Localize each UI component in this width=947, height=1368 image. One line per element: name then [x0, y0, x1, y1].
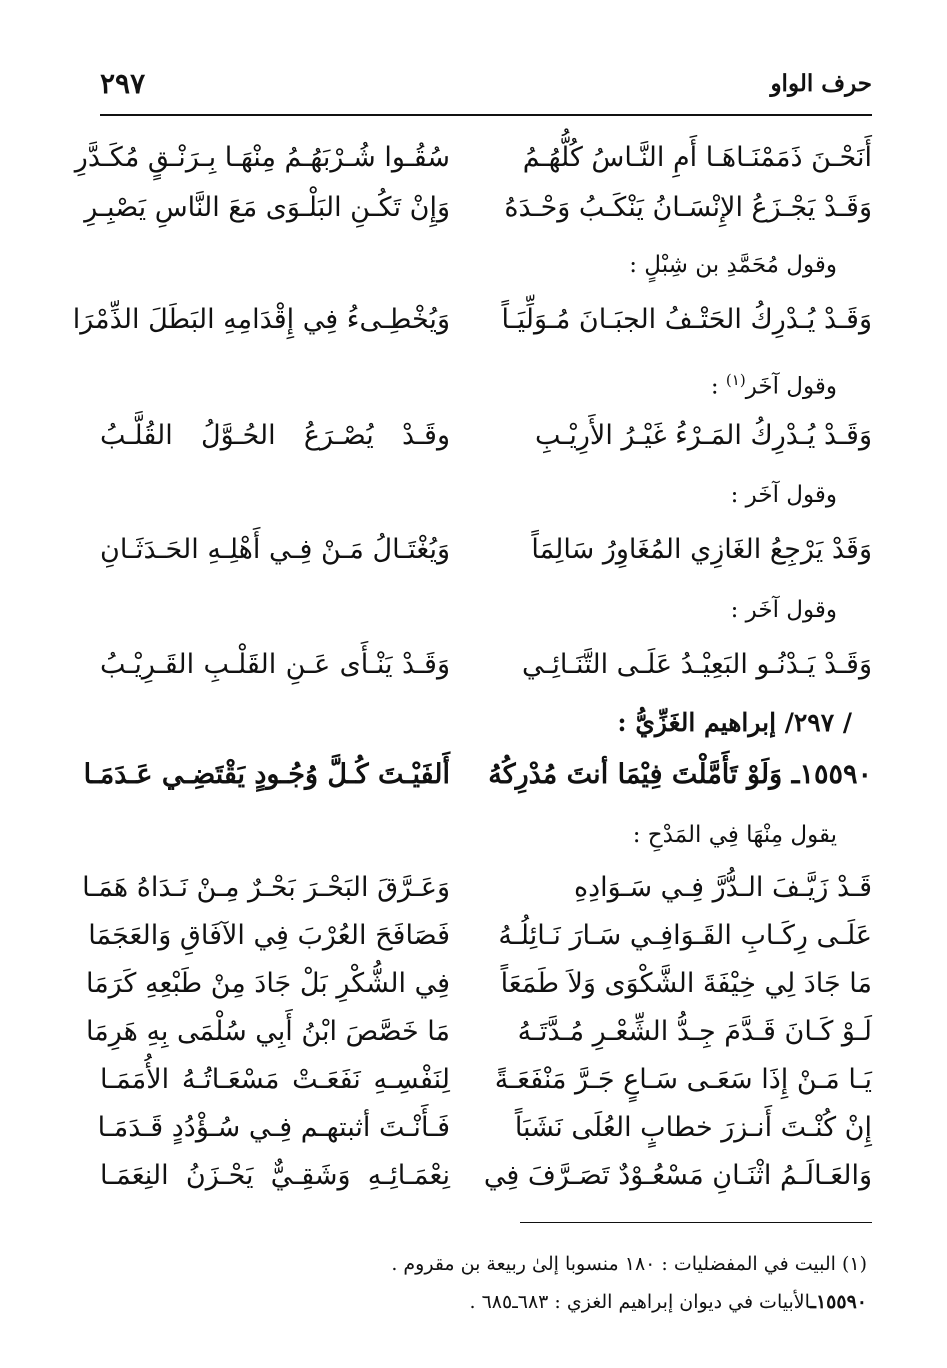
verse-second-hemistich: مَا خَصَّصَ ابْنُ أَبِي سُلْمَى بِهِ هَرِمَا	[86, 1016, 450, 1047]
citation-intro-colon: :	[710, 373, 726, 400]
verse-first-hemistich: وَالعَـالَـمُ اثْنَـانِ مَسْعُـوْدٌ تَصَـرَّفَ فِي	[483, 1160, 872, 1191]
citation-intro: وقول آخَر :	[730, 597, 837, 623]
verse-first-hemistich: لَـوْ كَـانَ قَـدَّمَ جِـدُّ الشِّعْـرِ مُـدَّتَـهُ	[517, 1016, 872, 1047]
verse-first-hemistich: وَقَدْ يَرْجِعُ الغَازِي المُغَاوِرُ سَالِمَاً	[531, 534, 872, 565]
citation-intro: يقول مِنْهَا فِي المَدْحِ :	[632, 822, 837, 848]
section-heading: / ٢٩٧/ إبراهيم الغَزِّيُّ :	[617, 708, 852, 737]
verse-first-hemistich: وَقَـدْ يَجْـزَعُ الإِنْسَـانُ يَنْكَـبُ وَحْـدَهُ	[504, 192, 872, 223]
page-number: ٢٩٧	[100, 66, 146, 100]
footnote-rule	[520, 1222, 872, 1223]
verse-first-hemistich: إِنْ كُنْـتَ أَنـزرَ خطابٍ العُلَى نَشَبَاً	[514, 1112, 872, 1143]
verse-line	[72, 292, 872, 348]
verse-first-hemistich: مَا جَادَ لِي خِيْفَةَ الشَّكْوَى وَلاَ طَمَعَاً	[500, 968, 872, 999]
verse-second-hemistich: لِنَفْسِـهِ نَفَعَـتْ مَسْعَـاتُـهُ الأُمَمَـا	[100, 1064, 450, 1095]
verse-line	[100, 637, 872, 693]
verse-second-hemistich: وَإِنْ تَكُـنِ البَلْـوَى مَعَ النَّاسِ يَصْبِـرِ	[84, 192, 450, 223]
verse-first-hemistich: وَقَـدْ يُـدْرِكُ المَـرْءُ غَيْـرُ الأَرِيْـبِ	[534, 420, 872, 451]
verse-second-hemistich: سُقُـوا شُـرْبَهُـمُ مِنْهَـا بِـرَنْـقٍ مُكَـدَّرِ	[74, 142, 450, 173]
verse-second-hemistich: وَيُغْتَـالُ مَـنْ فِـي أَهْلِـهِ الحَـدَثَـانِ	[100, 534, 450, 565]
verse-line	[100, 522, 872, 578]
verse-second-hemistich: أَلفَيْـتَ كُـلَّ وُجُـودٍ يَقْتَضِـي عَـدَمَـا	[83, 759, 450, 790]
verse-second-hemistich: وقَـدْ يُصْـرَعُ الحُـوَّلُ القُلَّـبُ	[100, 420, 450, 451]
verse-second-hemistich: وَعَـرَّقَ البَحْـرَ بَحْـرٌ مِـنْ نَـدَاهُ هَمَـا	[82, 872, 450, 903]
verse-second-hemistich: وَقَـدْ يَنْـأَى عَـنِ القَلْـبِ القَـرِيْـبُ	[100, 649, 450, 680]
chapter-title: حرف الواو	[770, 69, 872, 97]
verse-first-hemistich: أَنَحْـنَ ذَمَمْنَـاهَـا أَمِ النَّـاسُ كُلُّهُـمُ	[522, 142, 872, 173]
footnote: (١) البيت في المفضليات : ١٨٠ منسوبا إلىٰ ربيعة بن مقروم .	[391, 1253, 867, 1275]
verse-line	[83, 747, 872, 803]
verse-second-hemistich: فَـأَنْـتَ أثبتهـم فِـي سُـؤْدُدٍ قَـدَمَـا	[97, 1112, 450, 1143]
verse-first-hemistich: وَقَـدْ يَـدْنُـو البَعِيْـدُ عَلَـى التَّنَـائِـي	[521, 649, 872, 680]
verse-second-hemistich: وَيُخْطِـىءُ فِي إِقْدَامِهِ البَطَلَ الذِّمْرَا	[72, 304, 450, 335]
verse-second-hemistich: فَصَافَحَ العُرْبَ فِي الآفَاقِ وَالعَجَمَا	[88, 920, 450, 951]
verse-first-hemistich: يَـا مَـنْ إِذَا سَعَـى سَـاعٍ جَـرَّ مَنْفَعَـةً	[494, 1064, 872, 1095]
citation-intro-text: وقول آخَر	[745, 373, 837, 400]
verse-first-hemistich: وَقَـدْ يُـدْرِكُ الحَتْـفُ الجبَـانَ مُـوَلِّيَـاً	[501, 304, 872, 335]
citation-intro	[137, 355, 837, 405]
citation-intro: وقول مُحَمَّدِ بن شِبْلٍ :	[629, 252, 837, 278]
verse-line	[100, 408, 872, 464]
footnote-number: ١٥٥٩٠ـ	[810, 1291, 867, 1313]
verse-first-hemistich	[488, 747, 872, 803]
footnote	[67, 1286, 867, 1318]
entry-number: ١٥٥٩٠ـ	[791, 759, 872, 790]
citation-intro: وقول آخَر :	[730, 482, 837, 508]
verse-first-hemistich-text: وَلَوْ تَأَمَّلْتَ فِيْمَا أنتَ مُدْرِكُهُ	[488, 759, 792, 790]
footnote-reference: (١)	[725, 371, 746, 389]
verse-second-hemistich: فِي الشُّكْرِ بَلْ جَادَ مِنْ طَبْعِهِ كَرَمَا	[85, 968, 450, 999]
verse-second-hemistich: نِعْمَـائِـهِ وَشَقِـيٌّ يَحْـزَنُ النِعَمَـا	[100, 1160, 450, 1191]
verse-line	[84, 180, 872, 236]
verse-first-hemistich: قَـدْ زَيَّـفَ الـدُّرَّ فِـي سَـوَادِهِ	[573, 872, 872, 903]
verse-line	[100, 1148, 872, 1204]
footnote-text: الأبيات في ديوان إبراهيم الغزي : ٦٨٣ـ٦٨٥ .	[469, 1291, 811, 1313]
verse-first-hemistich: عَلَـى رِكَـابِ القَـوَافِـي سَـارَ نَـائِلُـهُ	[498, 920, 872, 951]
verse-line	[74, 130, 872, 186]
